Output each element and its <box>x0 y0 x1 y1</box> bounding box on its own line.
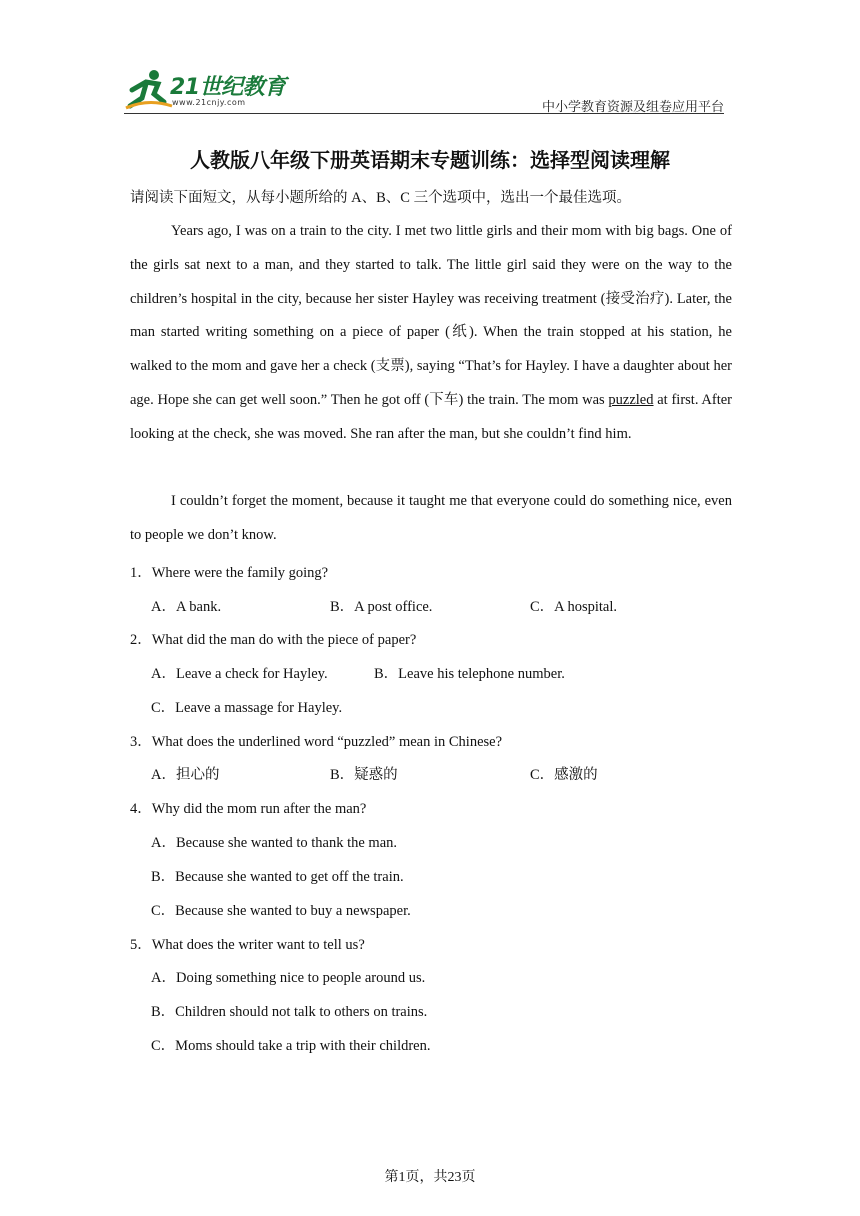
runner-logo-icon <box>124 68 174 112</box>
instruction: 请阅读下面短文，从每小题所给的 A、B、C 三个选项中，选出一个最佳选项。 <box>130 190 632 206</box>
option-2c[interactable]: C．Leave a massage for Hayley. <box>151 700 343 716</box>
question-1: 1．Where were the family going? <box>130 565 329 581</box>
question-5: 5．What does the writer want to tell us? <box>130 937 365 953</box>
logo <box>124 68 294 112</box>
option-3a[interactable]: A．担心的 <box>151 767 220 783</box>
option-3b[interactable]: B．疑惑的 <box>330 767 398 783</box>
page-footer: 第1页，共23页 <box>384 1170 476 1185</box>
logo-url: www.21cnjy.com <box>172 98 246 107</box>
option-3c[interactable]: C．感激的 <box>530 767 598 783</box>
page-header <box>124 66 724 116</box>
header-divider <box>124 113 724 114</box>
option-2b[interactable]: B．Leave his telephone number. <box>374 666 565 682</box>
passage-paragraph-1 <box>130 215 732 452</box>
logo-text: 21世纪教育 <box>170 75 286 100</box>
page-title: 人教版八年级下册英语期末专题训练：选择型阅读理解 <box>190 148 670 172</box>
option-4c[interactable]: C．Because she wanted to buy a newspaper. <box>151 903 411 919</box>
question-3: 3．What does the underlined word “puzzled” mean in Chinese? <box>130 734 503 750</box>
option-4a[interactable]: A．Because she wanted to thank the man. <box>151 835 398 851</box>
question-4: 4．Why did the mom run after the man? <box>130 801 367 817</box>
option-1b[interactable]: B．A post office. <box>330 599 433 615</box>
underlined-word: puzzled <box>608 391 654 408</box>
question-2: 2．What did the man do with the piece of paper? <box>130 632 417 648</box>
option-5b[interactable]: B．Children should not talk to others on trains. <box>151 1004 428 1020</box>
option-5c[interactable]: C．Moms should take a trip with their children. <box>151 1038 431 1054</box>
option-5a[interactable]: A．Doing something nice to people around us. <box>151 970 426 986</box>
passage-paragraph-2: I couldn’t forget the moment, because it taught me that everyone could do something nice, even to people we don’t know. <box>130 493 732 543</box>
option-1a[interactable]: A．A bank. <box>151 599 222 615</box>
option-1c[interactable]: C．A hospital. <box>530 599 618 615</box>
option-2a[interactable]: A．Leave a check for Hayley. <box>151 666 328 682</box>
passage-text: at first. After looking at the check, she was moved. She ran after the man, but she couldn’t find him. <box>130 391 732 442</box>
option-4b[interactable]: B．Because she wanted to get off the train. <box>151 869 404 885</box>
passage-text: Years ago, I was on a train to the city. I met two little girls and their mom with big bags. One of the girls sat next to a man, and they started to talk. The little girl said they were on the way to the children’s hospital in the city, because her sister Hayley was receiving treatment (接受治疗). Later, the man started writing something on a piece of paper (纸). When the train stopped at his station, he walked to the mom and gave her a check (支票), saying “That’s for Hayley. I have a daughter about her age. Hope she can get well soon.” Then he got off (下车) the train. The mom was <box>130 223 732 408</box>
header-platform-text: 中小学教育资源及组卷应用平台 <box>541 99 724 114</box>
